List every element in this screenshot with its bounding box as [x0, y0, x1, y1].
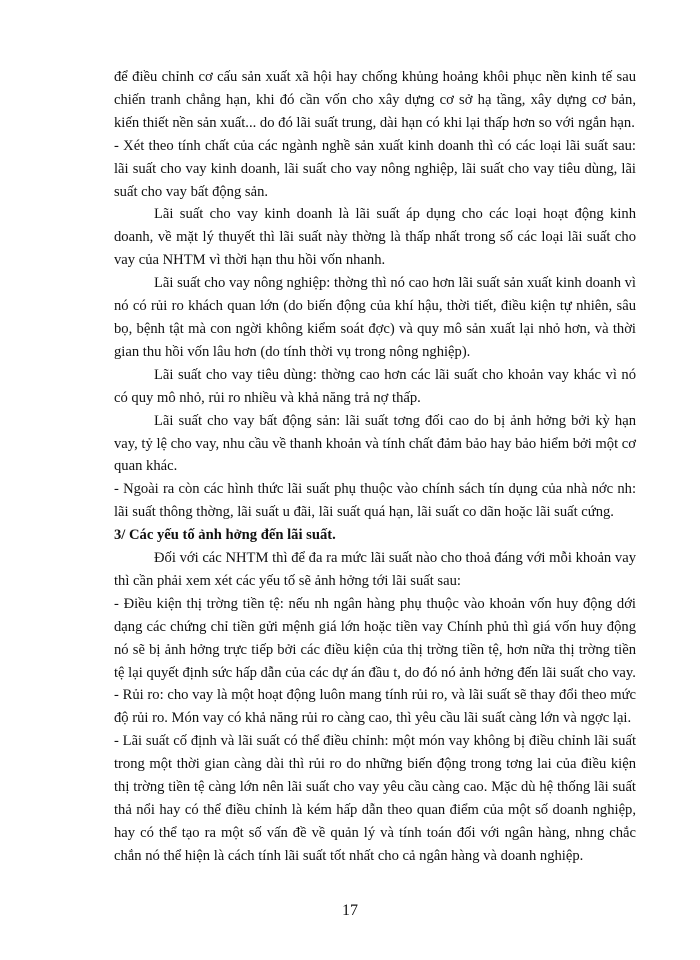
paragraph-factors-intro: Đối với các NHTM thì để đa ra mức lãi suất nào cho thoả đáng với mỗi khoản vay thì cần phải xem xét các yếu tố sẽ ảnh hởng tới lãi suất sau: — [114, 550, 636, 589]
paragraph-money-market: - Điều kiện thị trờng tiền tệ: nếu nh ngân hàng phụ thuộc vào khoản vốn huy động dới dạng các chứng chỉ tiền gửi mệnh giá lớn hoặc tiền vay Chính phủ thì giá vốn huy động nó sẽ bị ảnh hởng trực tiếp bởi các điều kiện của thị trờng tiền tệ, hơn nữa thị trờng tiền tệ lại quyết định sức hấp dẫn của các dự án đầu t, do đó nó ảnh hởng đến lãi suất cho vay. — [114, 595, 636, 681]
paragraph-agriculture-loan-rate: Lãi suất cho vay nông nghiệp: thờng thì nó cao hơn lãi suất sản xuất kinh doanh vì nó có rủi ro khách quan lớn (do biến động của khí hậu, thời tiết, điều kiện tự nhiên, sâu bọ, bệnh tật mà con ngời không kiểm soát đợc) và quy mô sản xuất lại nhỏ hơn, và thời gian thu hồi vốn lâu hơn (do tính thời vụ trong nông nghiệp). — [114, 275, 636, 360]
paragraph-consumer-loan-rate: Lãi suất cho vay tiêu dùng: thờng cao hơn các lãi suất cho khoản vay khác vì nó có quy mô nhỏ, rủi ro nhiều và khả năng trả nợ thấp. — [114, 366, 636, 406]
page-body — [114, 66, 636, 868]
section-heading: 3/ Các yếu tố ảnh hởng đến lãi suất. — [114, 527, 336, 544]
paragraph-risk: - Rủi ro: cho vay là một hoạt động luôn mang tính rủi ro, và lãi suất sẽ thay đổi theo mức độ rủi ro. Món vay có khả năng rủi ro càng cao, thì yêu cầu lãi suất càng lớn và ngợc lại. — [114, 687, 636, 727]
paragraph-by-industry: - Xét theo tính chất của các ngành nghề sản xuất kinh doanh thì có các loại lãi suất sau: lãi suất cho vay kinh doanh, lãi suất cho vay nông nghiệp, lãi suất cho vay tiêu dùng, lãi suất cho vay bất động sản. — [114, 137, 636, 200]
paragraph-structure-reason: để điều chỉnh cơ cấu sản xuất xã hội hay chống khủng hoảng khôi phục nền kinh tế sau chiến tranh chẳng hạn, khi đó cần vốn cho xây dựng cơ sở hạ tầng, xây dựng cơ bản, kiến thiết nền sản xuất... do đó lãi suất trung, dài hạn có khi lại thấp hơn so với ngắn hạn. — [114, 69, 636, 131]
paragraph-fixed-adjustable: - Lãi suất cố định và lãi suất có thể điều chỉnh: một món vay không bị điều chỉnh lãi suất trong một thời gian càng dài thì rủi ro do những biến động trong tơng lai của điều kiện thị trờng tiền tệ càng lớn nên lãi suất cho vay yêu cầu càng cao. Mặc dù hệ thống lãi suất thả nổi hay có thể điều chỉnh là kém hấp dẫn theo quan điểm của một số doanh nghiệp, hay có thể tạo ra một số vấn đề về quản lý và tính toán đối với ngân hàng, nhng chắc chắn nó thể hiện là cách tính lãi suất tốt nhất cho cả ngân hàng và doanh nghiệp. — [114, 733, 636, 864]
page-number: 17 — [342, 902, 358, 919]
paragraph-policy-rates: - Ngoài ra còn các hình thức lãi suất phụ thuộc vào chính sách tín dụng của nhà nớc nh: lãi suất thông thờng, lãi suất u đãi, lãi suất quá hạn, lãi suất co dãn hoặc lãi suất cứng. — [114, 481, 636, 521]
paragraph-business-loan-rate: Lãi suất cho vay kinh doanh là lãi suất áp dụng cho các loại hoạt động kinh doanh, về mặt lý thuyết thì lãi suất này thờng là thấp nhất trong số các loại lãi suất cho vay của NHTM vì thời hạn thu hồi vốn nhanh. — [114, 206, 636, 269]
paragraph-real-estate-loan-rate: Lãi suất cho vay bất động sản: lãi suất tơng đối cao do bị ảnh hởng bởi kỳ hạn vay, tỷ lệ cho vay, nhu cầu về thanh khoản và tính chất đảm bảo hay bảo hiểm bởi một cơ quan khác. — [114, 412, 636, 475]
